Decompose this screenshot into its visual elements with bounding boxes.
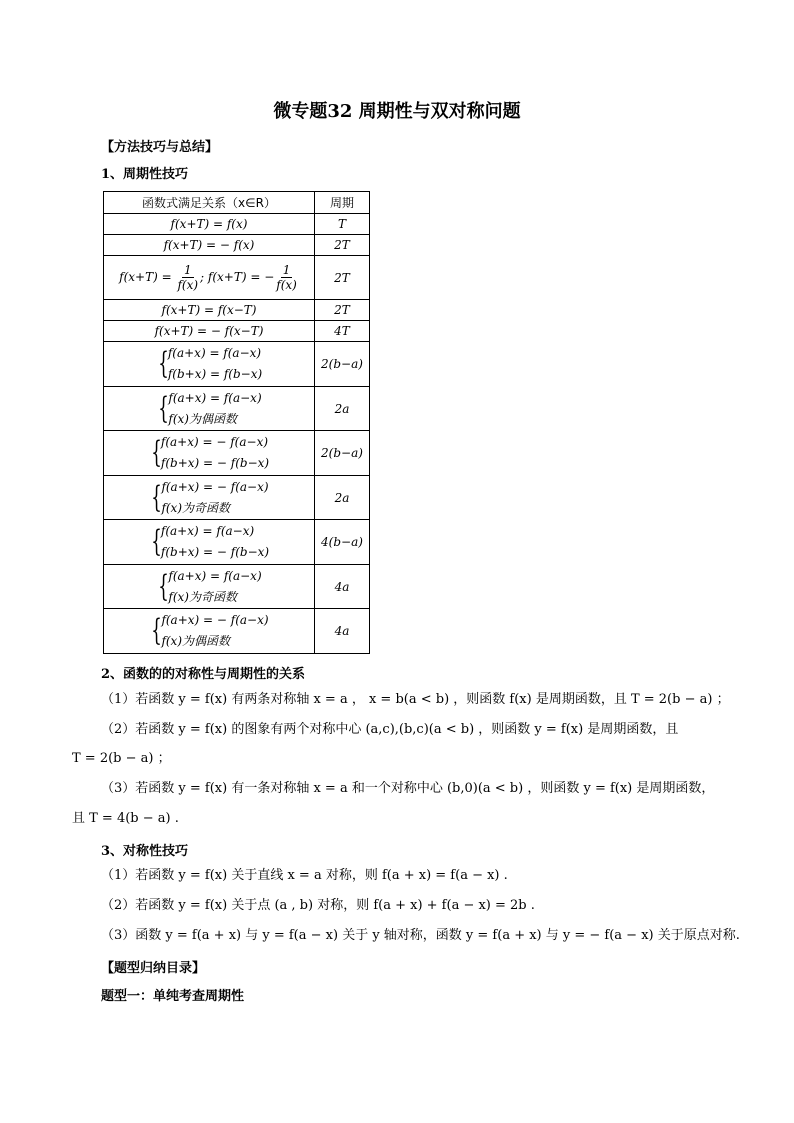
table-row-relation: f(x+T) = f(x) [104, 214, 315, 235]
paragraph: （3）函数 y = f(a + x) 与 y = f(a − x) 关于 y 轴对称，函数 y = f(a + x) 与 y = − f(a − x) 关于原点对称. [101, 928, 740, 943]
table-header-relation: 函数式满足关系（x∈R） [104, 192, 315, 214]
table-row-relation: f(x+T) = − f(x) [104, 235, 315, 256]
table-row-period: 2a [315, 476, 370, 520]
table-row-relation: f(x+T) = f(x−T) [104, 300, 315, 321]
paragraph: （1）若函数 y = f(x) 关于直线 x = a 对称，则 f(a + x) = f(a − x) . [101, 868, 508, 883]
fraction [175, 263, 200, 292]
system-line: f(x)为奇函数 [168, 589, 237, 604]
system-line: f(b+x) = − f(b−x) [160, 545, 270, 559]
table-row-period: 2T [315, 235, 370, 256]
table-row-relation [104, 256, 315, 300]
paragraph: （2）若函数 y = f(x) 关于点 (a , b) 对称，则 f(a + x) + f(a − x) = 2b . [101, 898, 535, 913]
section-method-heading: 【方法技巧与总结】 [101, 140, 219, 155]
paragraph: （3）若函数 y = f(x) 有一条对称轴 x = a 和一个对称中心 (b,0)(a < b) ，则函数 y = f(x) 是周期函数， [101, 781, 715, 796]
system-line: f(a+x) = f(a−x) [168, 568, 262, 583]
section-symmetry-heading: 3、对称性技巧 [101, 844, 189, 859]
system-line: f(b+x) = − f(b−x) [160, 456, 270, 470]
table-row-period: 4(b−a) [315, 520, 370, 565]
paragraph: 且 T = 4(b − a) . [72, 811, 179, 826]
table-row-relation: { f(a+x) = − f(a−x) f(b+x) = − f(b−x) [104, 431, 315, 476]
page-title: 微专题32 周期性与双对称问题 [273, 101, 521, 122]
table-row-relation: { f(a+x) = f(a−x) f(x)为奇函数 [104, 565, 315, 609]
fraction-numerator: 1 [183, 263, 192, 277]
table-row-relation: { f(a+x) = f(a−x) f(x)为偶函数 [104, 387, 315, 431]
system-line: f(a+x) = − f(a−x) [161, 613, 269, 627]
relation-part: ; f(x+T) = − [200, 270, 275, 284]
table-row-relation: { f(a+x) = − f(a−x) f(x)为偶函数 [104, 609, 315, 654]
system-line: f(b+x) = f(b−x) [167, 367, 263, 381]
fraction [274, 263, 299, 292]
period-table [103, 191, 370, 654]
table-row-period: 2T [315, 300, 370, 321]
table-row-period: 2(b−a) [315, 431, 370, 476]
table-row-period: 2T [315, 256, 370, 300]
type-one-heading: 题型一：单纯考查周期性 [101, 989, 245, 1004]
fraction-denominator: f(x) [177, 278, 199, 292]
system-line: f(x)为奇函数 [161, 500, 231, 515]
system-line: f(a+x) = f(a−x) [167, 346, 262, 360]
table-row-period: 4T [315, 321, 370, 342]
system-line: f(a+x) = − f(a−x) [160, 435, 269, 449]
table-row-period: 4a [315, 609, 370, 654]
system-line: f(a+x) = f(a−x) [160, 524, 255, 538]
table-row-relation: { f(a+x) = f(a−x) f(b+x) = f(b−x) [104, 342, 315, 387]
system-line: f(x)为偶函数 [168, 411, 237, 426]
table-row-period: T [315, 214, 370, 235]
table-row-period: 4a [315, 565, 370, 609]
table-row-relation: { f(a+x) = − f(a−x) f(x)为奇函数 [104, 476, 315, 520]
section-symmetry-period-heading: 2、函数的的对称性与周期性的关系 [101, 667, 306, 682]
table-row-relation: { f(a+x) = f(a−x) f(b+x) = − f(b−x) [104, 520, 315, 565]
system-line: f(a+x) = − f(a−x) [161, 479, 269, 494]
fraction-denominator: f(x) [276, 278, 297, 292]
table-row-period: 2(b−a) [315, 342, 370, 387]
relation-part: f(x+T) = [119, 270, 176, 284]
system-line: f(x)为偶函数 [161, 634, 231, 648]
section-types-heading: 【题型归纳目录】 [101, 961, 206, 976]
paragraph: T = 2(b − a) ； [72, 751, 171, 766]
fraction-numerator: 1 [282, 263, 291, 277]
section-periodicity-heading: 1、周期性技巧 [101, 167, 189, 182]
system-line: f(a+x) = f(a−x) [168, 390, 262, 405]
table-row-relation: f(x+T) = − f(x−T) [104, 321, 315, 342]
table-header-period: 周期 [315, 192, 370, 214]
paragraph: （2）若函数 y = f(x) 的图象有两个对称中心 (a,c),(b,c)(a < b) ，则函数 y = f(x) 是周期函数，且 [101, 722, 679, 737]
table-row-period: 2a [315, 387, 370, 431]
paragraph: （1）若函数 y = f(x) 有两条对称轴 x = a ， x = b(a < b) ，则函数 f(x) 是周期函数，且 T = 2(b − a) ； [101, 692, 730, 707]
